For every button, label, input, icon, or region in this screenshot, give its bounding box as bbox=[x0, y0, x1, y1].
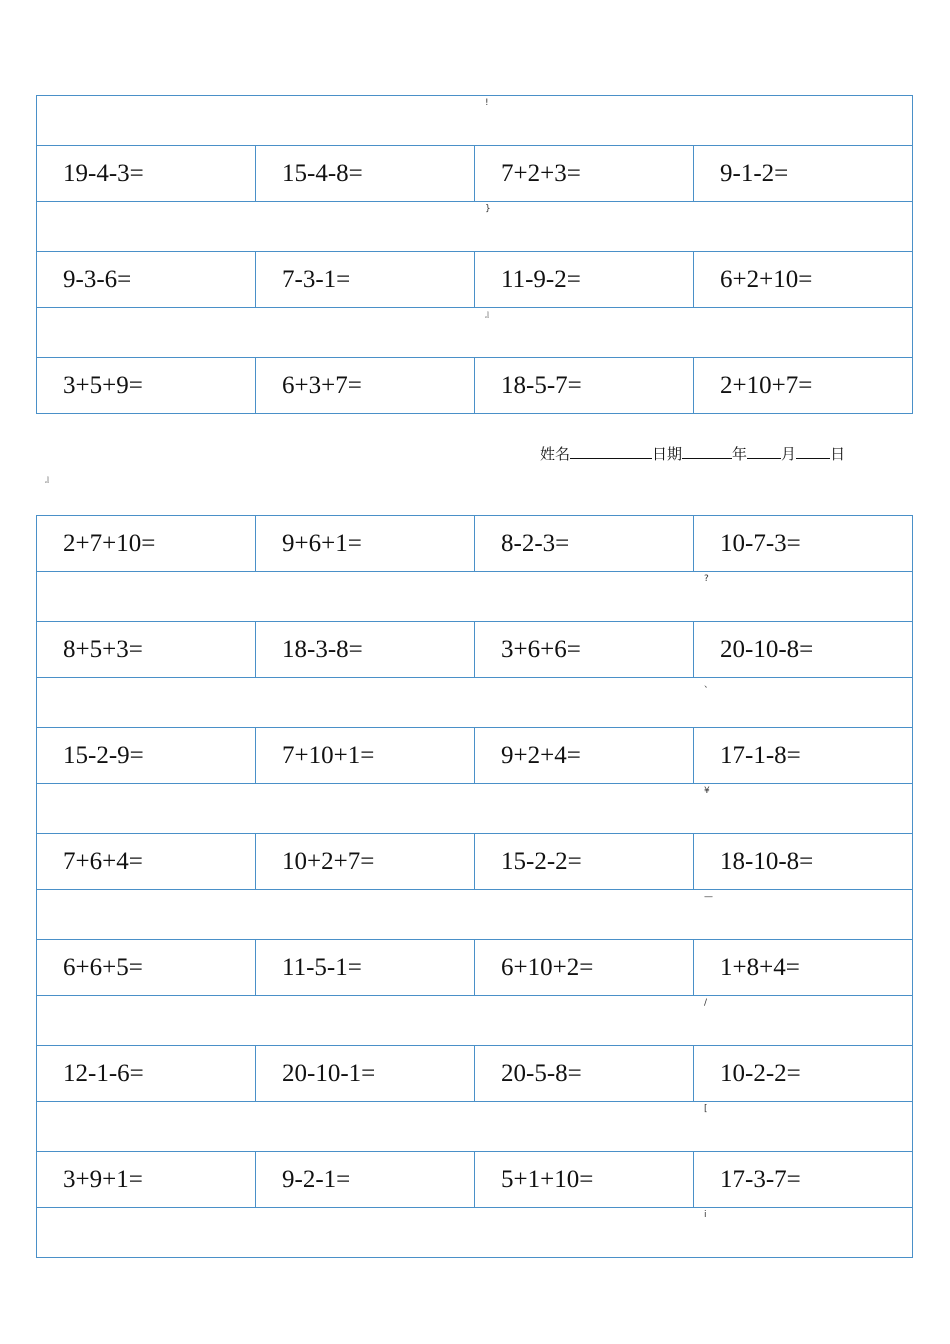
blank-cell bbox=[37, 202, 913, 252]
problem-cell: 15-2-9= bbox=[37, 728, 256, 784]
stray-mark: [ bbox=[704, 1104, 708, 1114]
blank-row bbox=[37, 572, 913, 622]
problem-cell: 2+7+10= bbox=[37, 516, 256, 572]
day-label: 日 bbox=[830, 445, 846, 463]
blank-row bbox=[37, 1102, 913, 1152]
problem-cell: 7+6+4= bbox=[37, 834, 256, 890]
worksheet-table-bottom bbox=[36, 515, 913, 1258]
problem-cell: 6+3+7= bbox=[256, 358, 475, 414]
problem-cell: 7+10+1= bbox=[256, 728, 475, 784]
stray-mark: ? bbox=[704, 574, 709, 584]
problem-cell: 20-5-8= bbox=[475, 1046, 694, 1102]
problem-cell: 6+10+2= bbox=[475, 940, 694, 996]
problem-cell: 10-7-3= bbox=[694, 516, 913, 572]
problem-row bbox=[37, 516, 913, 572]
problem-cell: 10-2-2= bbox=[694, 1046, 913, 1102]
date-blank bbox=[682, 444, 732, 459]
problem-cell: 20-10-1= bbox=[256, 1046, 475, 1102]
blank-row bbox=[37, 308, 913, 358]
stray-mark: / bbox=[704, 998, 708, 1008]
blank-cell bbox=[37, 678, 913, 728]
problem-cell: 10+2+7= bbox=[256, 834, 475, 890]
problem-cell: 9+6+1= bbox=[256, 516, 475, 572]
blank-cell bbox=[37, 784, 913, 834]
problem-cell: 5+1+10= bbox=[475, 1152, 694, 1208]
stray-mark: 、 bbox=[704, 680, 714, 690]
problem-cell: 6+6+5= bbox=[37, 940, 256, 996]
problem-row bbox=[37, 728, 913, 784]
blank-cell bbox=[37, 996, 913, 1046]
problem-cell: 7+2+3= bbox=[475, 146, 694, 202]
blank-cell bbox=[37, 1102, 913, 1152]
blank-row bbox=[37, 202, 913, 252]
problem-cell: 17-1-8= bbox=[694, 728, 913, 784]
problem-row bbox=[37, 146, 913, 202]
problem-row bbox=[37, 940, 913, 996]
problem-cell: 18-3-8= bbox=[256, 622, 475, 678]
problem-cell: 15-2-2= bbox=[475, 834, 694, 890]
stray-mark: i bbox=[704, 1210, 707, 1220]
name-blank bbox=[570, 444, 652, 459]
problem-cell: 9-2-1= bbox=[256, 1152, 475, 1208]
problem-cell: 8-2-3= bbox=[475, 516, 694, 572]
problem-cell: 11-9-2= bbox=[475, 252, 694, 308]
blank-row bbox=[37, 1208, 913, 1258]
problem-cell: 15-4-8= bbox=[256, 146, 475, 202]
problem-cell: 18-10-8= bbox=[694, 834, 913, 890]
problem-cell: 3+5+9= bbox=[37, 358, 256, 414]
worksheet-table-top bbox=[36, 95, 913, 414]
problem-cell: 2+10+7= bbox=[694, 358, 913, 414]
problem-cell: 3+9+1= bbox=[37, 1152, 256, 1208]
stray-mark: ¥ bbox=[704, 786, 710, 796]
problem-cell: 3+6+6= bbox=[475, 622, 694, 678]
problem-row bbox=[37, 622, 913, 678]
name-label: 姓名 bbox=[540, 445, 571, 463]
blank-cell bbox=[37, 96, 913, 146]
problem-row bbox=[37, 834, 913, 890]
blank-cell bbox=[37, 572, 913, 622]
blank-row bbox=[37, 996, 913, 1046]
stray-mark: — bbox=[704, 892, 713, 902]
problem-cell: 18-5-7= bbox=[475, 358, 694, 414]
blank-row bbox=[37, 96, 913, 146]
year-label: 年 bbox=[732, 445, 748, 463]
blank-cell bbox=[37, 308, 913, 358]
problem-cell: 8+5+3= bbox=[37, 622, 256, 678]
problem-cell: 6+2+10= bbox=[694, 252, 913, 308]
problem-cell: 1+8+4= bbox=[694, 940, 913, 996]
problem-cell: 7-3-1= bbox=[256, 252, 475, 308]
problem-cell: 19-4-3= bbox=[37, 146, 256, 202]
stray-mark: 』 bbox=[45, 475, 55, 485]
blank-cell bbox=[37, 1208, 913, 1258]
blank-cell bbox=[37, 890, 913, 940]
problem-cell: 9+2+4= bbox=[475, 728, 694, 784]
problem-cell: 17-3-7= bbox=[694, 1152, 913, 1208]
problem-cell: 9-3-6= bbox=[37, 252, 256, 308]
blank-row bbox=[37, 890, 913, 940]
problem-row bbox=[37, 358, 913, 414]
problem-cell: 20-10-8= bbox=[694, 622, 913, 678]
problem-row bbox=[37, 252, 913, 308]
problem-row bbox=[37, 1046, 913, 1102]
problem-cell: 9-1-2= bbox=[694, 146, 913, 202]
stray-mark: } bbox=[485, 204, 491, 214]
stray-mark: 』 bbox=[485, 310, 495, 320]
month-label: 月 bbox=[781, 445, 797, 463]
day-blank bbox=[796, 444, 830, 459]
blank-row bbox=[37, 678, 913, 728]
problem-cell: 11-5-1= bbox=[256, 940, 475, 996]
name-date-line bbox=[540, 443, 845, 464]
date-label: 日期 bbox=[652, 445, 683, 463]
stray-mark: ! bbox=[485, 98, 489, 108]
blank-row bbox=[37, 784, 913, 834]
month-blank bbox=[747, 444, 781, 459]
problem-row bbox=[37, 1152, 913, 1208]
problem-cell: 12-1-6= bbox=[37, 1046, 256, 1102]
